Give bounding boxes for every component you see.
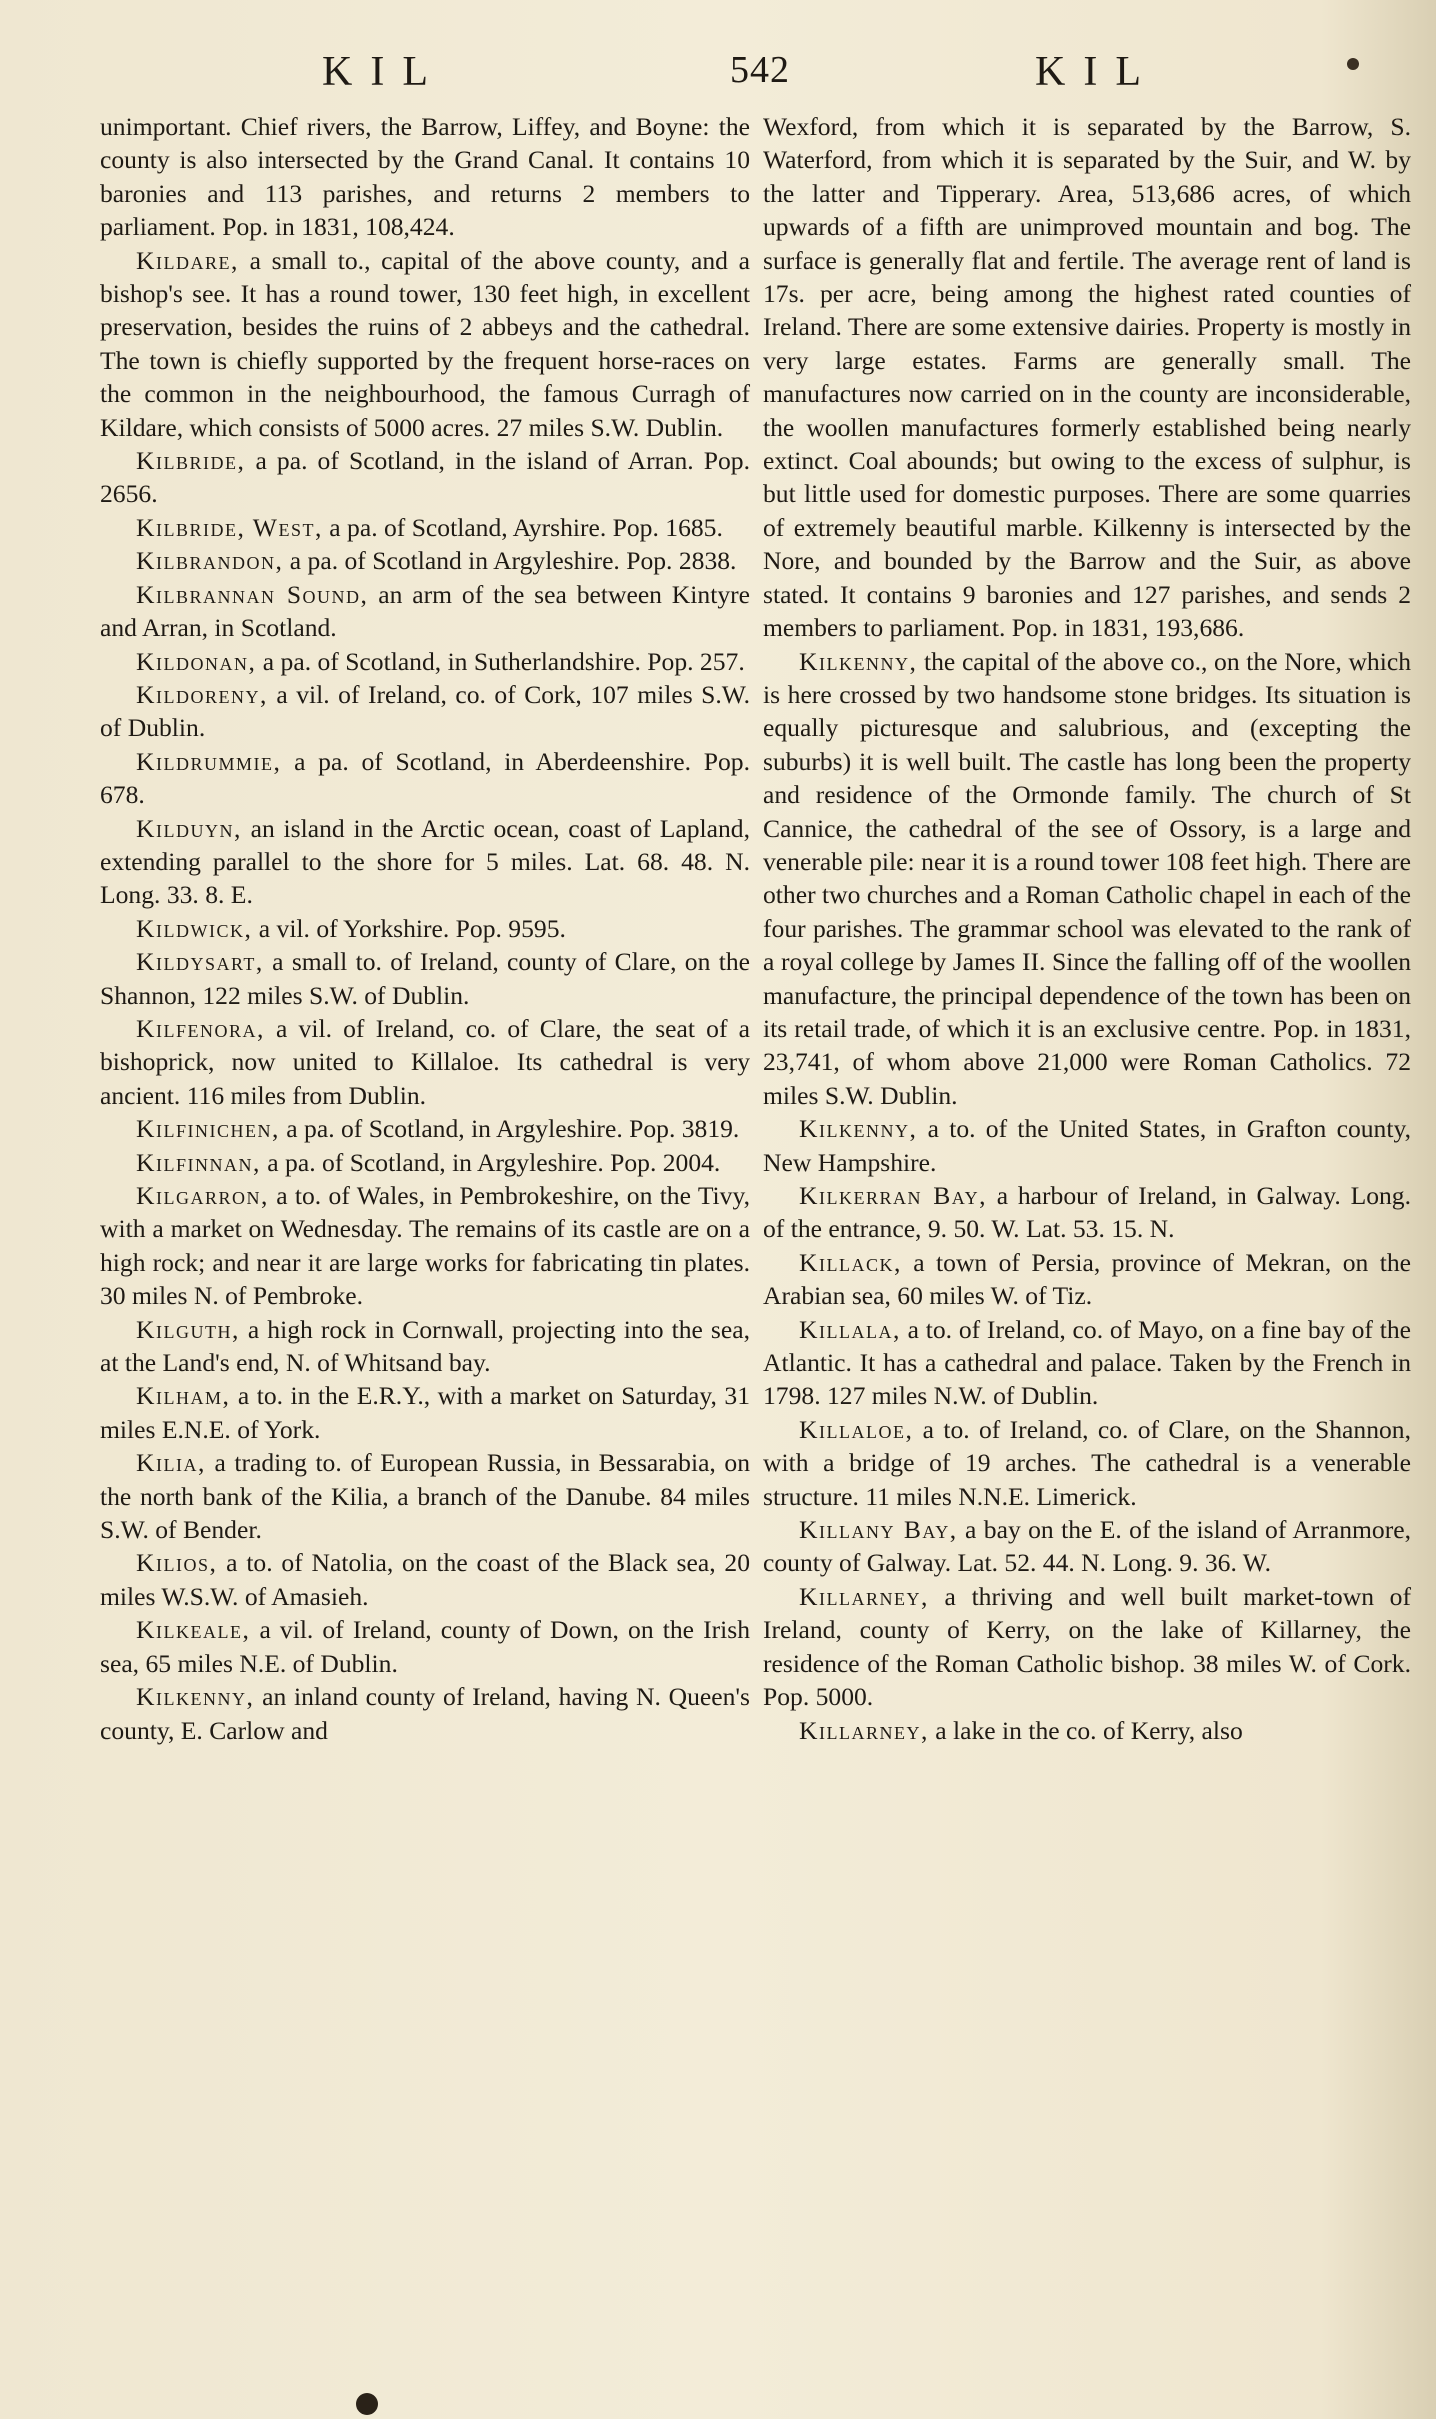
entry-term: Kilgarron, [136, 1181, 269, 1210]
entry-term: Kildoreny, [136, 679, 268, 709]
entry: Kilkenny, a to. of the United States, in Grafton county, New Hampshire. [763, 1114, 1411, 1177]
entry: Kildonan, a pa. of Scotland, in Sutherlandshire. Pop. 257. [136, 646, 745, 676]
entry: Kilbrandon, a pa. of Scotland in Argyleshire. Pop. 2838. [136, 546, 737, 576]
entry-continuation: unimportant. Chief rivers, the Barrow, Liffey, and Boyne: the county is also intersected by the Grand Canal. It contains 10 baronies and 113 parishes, and returns 2 members to parliament. Pop. in 1831, 108,424. [100, 112, 750, 242]
entry-term: Kilia, [136, 1448, 206, 1478]
entry: Kildysart, a small to. of Ireland, county of Clare, on the Shannon, 122 miles S.W. of Dublin. [100, 947, 750, 1010]
entry-term: Killany Bay, [799, 1515, 958, 1545]
entry-term: Kilkenny, [136, 1682, 255, 1712]
entry: Kilfinnan, a pa. of Scotland, in Argyleshire. Pop. 2004. [136, 1147, 721, 1177]
entry: Kilfinichen, a pa. of Scotland, in Argyleshire. Pop. 3819. [136, 1114, 740, 1144]
entry-term: Killarney, [799, 1715, 929, 1745]
entry: Killaloe, a to. of Ireland, co. of Clare, on the Shannon, with a bridge of 19 arches. The cathedral is a venerable structure. 11 miles N.N.E. Limerick. [763, 1414, 1411, 1511]
entry-term: Kilkenny, [799, 1114, 918, 1144]
entry: Kilia, a trading to. of European Russia, in Bessarabia, on the north bank of the Kilia, a branch of the Danube. 84 miles S.W. of Bender. [100, 1448, 750, 1545]
entry-term: Kilbride, [136, 446, 246, 476]
header-right-guideword: KIL [1035, 49, 1159, 95]
entry-term: Killack, [799, 1247, 902, 1277]
entry-term: Killala, [799, 1314, 901, 1344]
entry: Killack, a town of Persia, province of Mekran, on the Arabian sea, 60 miles W. of Tiz. [763, 1247, 1411, 1311]
entry-term: Killaloe, [799, 1414, 914, 1444]
header-left-guideword: KIL [322, 49, 446, 95]
entry-term: Kilkeale, [136, 1615, 251, 1645]
entry-term: Kildonan, [136, 646, 257, 676]
entry-term: Kilfenora, [136, 1013, 265, 1043]
entry-term: Kildare, [136, 245, 239, 275]
entry: Kilios, a to. of Natolia, on the coast of the Black sea, 20 miles W.S.W. of Amasieh. [100, 1548, 750, 1611]
left-column [100, 110, 750, 1747]
entry-term: Kilbrandon, [136, 546, 284, 576]
entry-term: Kilfinnan, [136, 1147, 261, 1177]
page-number: 542 [730, 49, 790, 91]
entry: Killarney, a lake in the co. of Kerry, also [799, 1715, 1243, 1745]
entry: Kilduyn, an island in the Arctic ocean, coast of Lapland, extending parallel to the shore for 5 miles. Lat. 68. 48. N. Long. 33. 8. E. [100, 813, 750, 910]
entry: Kilham, a to. in the E.R.Y., with a market on Saturday, 31 miles E.N.E. of York. [100, 1381, 750, 1444]
entry: Killany Bay, a bay on the E. of the island of Arranmore, county of Galway. Lat. 52. 44. N. Long. 9. 36. W. [763, 1515, 1411, 1578]
entry-term: Kilbride, West, [136, 512, 323, 542]
entry: Kilkeale, a vil. of Ireland, county of Down, on the Irish sea, 65 miles N.E. of Dublin. [100, 1615, 750, 1678]
entry: Killarney, a thriving and well built market-town of Ireland, county of Kerry, on the lake of Killarney, the residence of the Roman Catholic bishop. 38 miles W. of Cork. Pop. 5000. [763, 1581, 1411, 1712]
entry-term: Kilham, [136, 1381, 231, 1411]
entry-term: Kildysart, [136, 947, 264, 977]
entry: Kildwick, a vil. of Yorkshire. Pop. 9595. [136, 913, 566, 943]
entry-term: Kildrummie, [136, 746, 282, 776]
entry: Kilkenny, the capital of the above co., on the Nore, which is here crossed by two handsome stone bridges. Its situation is equally picturesque and salubrious, and (excepting the suburbs) it is well built. The castle has long been the property and residence of the Ormonde family. The church of St Cannice, the cathedral of the see of Ossory, is a large and venerable pile: near it is a round tower 108 feet high. There are other two churches and a Roman Catholic chapel in each of the four parishes. The grammar school was elevated to the rank of a royal college by James II. Since the falling off of the woollen manufacture, the principal dependence of the town has been on its retail trade, of which it is an exclusive centre. Pop. in 1831, 23,741, of whom above 21,000 were Roman Catholics. 72 miles S.W. Dublin. [763, 646, 1411, 1110]
entry-term: Kilfinichen, [136, 1114, 280, 1144]
entry-term: Kilduyn, [136, 813, 242, 843]
entry: Killala, a to. of Ireland, co. of Mayo, on a fine bay of the Atlantic. It has a cathedral and palace. Taken by the French in 1798. 127 miles N.W. of Dublin. [763, 1314, 1411, 1411]
entry: Kilbride, a pa. of Scotland, in the island of Arran. Pop. 2656. [100, 446, 750, 509]
entry: Kilguth, a high rock in Cornwall, projecting into the sea, at the Land's end, N. of Whitsand bay. [100, 1314, 750, 1378]
entry: Kilkerran Bay, a harbour of Ireland, in Galway. Long. of the entrance, 9. 50. W. Lat. 53. 15. N. [763, 1181, 1411, 1244]
entry: Kildrummie, a pa. of Scotland, in Aberdeenshire. Pop. 678. [100, 746, 750, 810]
entry-term: Kilguth, [136, 1314, 240, 1344]
entry: Kildoreny, a vil. of Ireland, co. of Cork, 107 miles S.W. of Dublin. [100, 679, 750, 743]
entry: Kilgarron, a to. of Wales, in Pembrokeshire, on the Tivy, with a market on Wednesday. The remains of its castle are on a high rock; and near it are large works for fabricating tin plates. 30 miles N. of Pembroke. [100, 1181, 750, 1311]
entry-term: Kilkerran Bay, [799, 1181, 988, 1210]
entry-term: Killarney, [799, 1581, 929, 1611]
entry: Kilbrannan Sound, an arm of the sea between Kintyre and Arran, in Scotland. [100, 579, 750, 643]
ink-blot [356, 2393, 378, 2415]
running-header [0, 48, 1436, 108]
entry: Kildare, a small to., capital of the above county, and a bishop's see. It has a round tower, 130 feet high, in excellent preservation, besides the ruins of 2 abbeys and the cathedral. The town is chiefly supported by the frequent horse-races on the common in the neighbourhood, the famous Curragh of Kildare, which consists of 5000 acres. 27 miles S.W. Dublin. [100, 245, 750, 442]
right-column [763, 110, 1411, 1747]
entry-term: Kilios, [136, 1548, 218, 1578]
entry-term: Kilbrannan Sound, [136, 579, 369, 609]
entry: Kilkenny, an inland county of Ireland, having N. Queen's county, E. Carlow and [100, 1682, 750, 1745]
entry: Kilbride, West, a pa. of Scotland, Ayrshire. Pop. 1685. [136, 512, 723, 542]
entry: Kilfenora, a vil. of Ireland, co. of Clare, the seat of a bishoprick, now united to Killaloe. Its cathedral is very ancient. 116 miles from Dublin. [100, 1013, 750, 1110]
entry-term: Kildwick, [136, 913, 253, 943]
entry-term: Kilkenny, [799, 646, 918, 676]
entry-continuation: Wexford, from which it is separated by the Barrow, S. Waterford, from which it is separated by the Suir, and W. by the latter and Tipperary. Area, 513,686 acres, of which upwards of a fifth are unimproved mountain and bog. The surface is generally flat and fertile. The average rent of land is 17s. per acre, being among the highest rated counties of Ireland. There are some extensive dairies. Property is mostly in very large estates. Farms are generally small. The manufactures now carried on in the county are inconsiderable, the woollen manufactures formerly established being nearly extinct. Coal abounds; but owing to the excess of sulphur, is but little used for domestic purposes. There are some quarries of extremely beautiful marble. Kilkenny is intersected by the Nore, and bounded by the Barrow and the Suir, as above stated. It contains 9 baronies and 127 parishes, and sends 2 members to parliament. Pop. in 1831, 193,686. [763, 112, 1411, 643]
